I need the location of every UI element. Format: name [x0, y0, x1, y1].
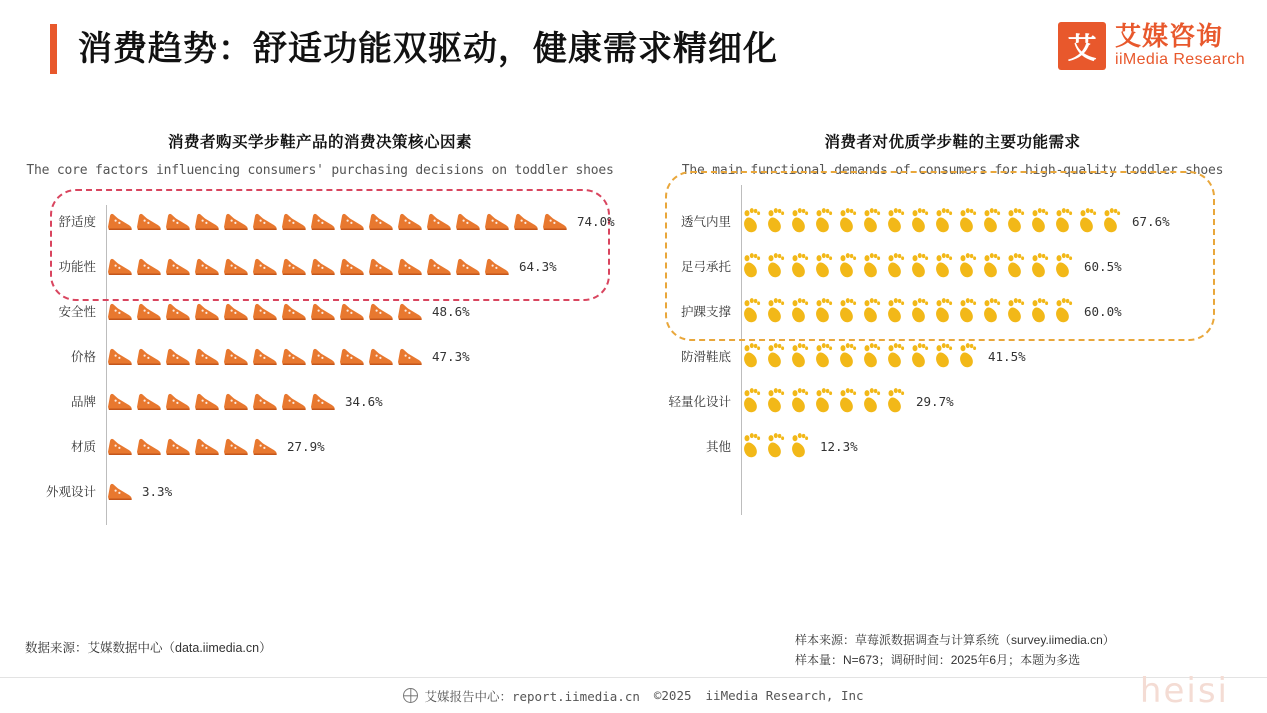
shoe-icon [483, 208, 511, 234]
right-source-line-1: 样本来源：草莓派数据调查与计算系统（survey.iimedia.cn） [795, 633, 1115, 647]
footprint-icon [957, 206, 980, 236]
footprint-icon [981, 296, 1004, 326]
shoe-icon [280, 343, 308, 369]
shoe-icon [193, 253, 221, 279]
shoe-icon [367, 298, 395, 324]
footprint-icon [741, 431, 764, 461]
shoe-icon [222, 433, 250, 459]
footprint-icon [885, 386, 908, 416]
footprint-icon [1029, 206, 1052, 236]
chart-row-label: 价格 [70, 350, 96, 364]
footprint-icon [957, 296, 980, 326]
footprint-icon [765, 206, 788, 236]
shoe-icon [222, 298, 250, 324]
chart-row [645, 289, 1260, 334]
shoe-icon [193, 298, 221, 324]
footprint-icon [765, 341, 788, 371]
footprint-icon [765, 431, 788, 461]
footer-company: iiMedia Research, Inc [705, 688, 864, 703]
shoe-icon [280, 388, 308, 414]
footprint-icon [861, 206, 884, 236]
chart-row-pictogram [741, 379, 909, 424]
chart-row-value: 67.6% [1132, 213, 1170, 229]
chart-row-value: 74.0% [577, 213, 615, 229]
right-source-line-2: 样本量：N=673；调研时间：2025年6月；本题为多选 [795, 653, 1081, 668]
chart-row-pictogram [106, 379, 338, 424]
footprint-icon [861, 341, 884, 371]
left-chart-body [10, 199, 630, 514]
chart-row [645, 199, 1260, 244]
footprint-icon [837, 386, 860, 416]
chart-row-value: 64.3% [519, 258, 557, 274]
footprint-icon [909, 206, 932, 236]
title-accent-bar [50, 24, 57, 74]
shoe-icon [280, 208, 308, 234]
footprint-icon [957, 341, 980, 371]
shoe-icon [135, 253, 163, 279]
shoe-icon [280, 253, 308, 279]
footprint-icon [789, 386, 812, 416]
footprint-icon [933, 296, 956, 326]
chart-row-label: 安全性 [58, 305, 96, 319]
logo-text [1114, 20, 1245, 69]
chart-row-label: 舒适度 [58, 215, 96, 229]
footprint-icon [885, 251, 908, 281]
shoe-icon [512, 208, 540, 234]
shoe-icon [193, 433, 221, 459]
shoe-icon [135, 208, 163, 234]
chart-row [10, 334, 630, 379]
footprint-icon [789, 251, 812, 281]
footprint-icon [813, 206, 836, 236]
shoe-icon [164, 433, 192, 459]
chart-row-label: 材质 [70, 440, 96, 454]
footprint-icon [741, 251, 764, 281]
chart-row-label: 护踝支撑 [680, 305, 731, 319]
footprint-icon [885, 296, 908, 326]
shoe-icon [454, 253, 482, 279]
footprint-icon [789, 206, 812, 236]
footprint-icon [837, 251, 860, 281]
logo-name-en: iiMedia Research [1114, 51, 1245, 69]
logo-name-cn: 艾媒咨询 [1114, 20, 1223, 51]
chart-row-label: 透气内里 [680, 215, 731, 229]
footprint-icon [981, 206, 1004, 236]
footprint-icon [1101, 206, 1124, 236]
footprint-icon [1077, 206, 1100, 236]
left-chart-title: 消费者购买学步鞋产品的消费决策核心因素 [167, 134, 472, 151]
shoe-icon [106, 208, 134, 234]
shoe-icon [425, 208, 453, 234]
shoe-icon [193, 388, 221, 414]
footprint-icon [837, 206, 860, 236]
footprint-icon [789, 431, 812, 461]
chart-row-pictogram [741, 199, 1125, 244]
shoe-icon [338, 343, 366, 369]
footprint-icon [741, 341, 764, 371]
footprint-icon [765, 296, 788, 326]
chart-row-pictogram [106, 334, 425, 379]
right-chart-subtitle: The main functional demands of consumers for high-quality toddler shoes [681, 163, 1224, 178]
page-footer [0, 677, 1267, 713]
shoe-icon [367, 253, 395, 279]
shoe-icon [367, 208, 395, 234]
shoe-icon [135, 388, 163, 414]
shoe-icon [309, 298, 337, 324]
footprint-icon [861, 386, 884, 416]
shoe-icon [106, 388, 134, 414]
footprint-icon [837, 341, 860, 371]
footer-brand [403, 687, 639, 705]
footprint-icon [813, 386, 836, 416]
footprint-icon [909, 251, 932, 281]
footprint-icon [909, 341, 932, 371]
page-title: 消费趋势：舒适功能双驱动，健康需求精细化 [78, 30, 778, 68]
chart-row [10, 424, 630, 469]
shoe-icon [106, 478, 134, 504]
globe-icon [403, 688, 418, 703]
chart-row [645, 244, 1260, 289]
footprint-icon [1053, 296, 1076, 326]
shoe-icon [309, 253, 337, 279]
shoe-icon [454, 208, 482, 234]
right-chart-body [645, 199, 1260, 469]
right-chart-panel [645, 130, 1260, 469]
right-chart-rows [645, 199, 1260, 469]
shoe-icon [338, 298, 366, 324]
watermark: heisi [1139, 671, 1229, 711]
chart-row-pictogram [741, 334, 981, 379]
chart-row-value: 41.5% [988, 348, 1026, 364]
shoe-icon [425, 253, 453, 279]
shoe-icon [222, 253, 250, 279]
shoe-icon [251, 343, 279, 369]
footprint-icon [933, 206, 956, 236]
footprint-icon [957, 251, 980, 281]
shoe-icon [396, 208, 424, 234]
shoe-icon [367, 343, 395, 369]
chart-row-label: 外观设计 [45, 485, 96, 499]
footprint-icon [837, 296, 860, 326]
chart-row-value: 60.0% [1084, 303, 1122, 319]
footprint-icon [933, 251, 956, 281]
chart-row [10, 289, 630, 334]
footprint-icon [1005, 251, 1028, 281]
shoe-icon [106, 253, 134, 279]
shoe-icon [251, 298, 279, 324]
chart-row [10, 469, 630, 514]
shoe-icon [164, 298, 192, 324]
footprint-icon [765, 251, 788, 281]
shoe-icon [483, 253, 511, 279]
footprint-icon [909, 296, 932, 326]
shoe-icon [251, 433, 279, 459]
chart-row-pictogram [106, 424, 280, 469]
chart-row-pictogram [106, 199, 570, 244]
shoe-icon [541, 208, 569, 234]
chart-row [10, 199, 630, 244]
shoe-icon [106, 298, 134, 324]
chart-row-label: 足弓承托 [680, 260, 731, 274]
chart-row-pictogram [106, 289, 425, 334]
shoe-icon [338, 208, 366, 234]
chart-row-label: 功能性 [58, 260, 96, 274]
shoe-icon [251, 208, 279, 234]
chart-row-pictogram [106, 469, 135, 514]
footprint-icon [1029, 296, 1052, 326]
shoe-icon [396, 298, 424, 324]
chart-row-value: 47.3% [432, 348, 470, 364]
shoe-icon [135, 298, 163, 324]
brand-logo [1058, 22, 1245, 70]
left-chart-rows [10, 199, 630, 514]
footprint-icon [1053, 206, 1076, 236]
left-source-note: 数据来源：艾媒数据中心（data.iimedia.cn） [25, 641, 272, 655]
shoe-icon [164, 343, 192, 369]
shoe-icon [280, 298, 308, 324]
footer-copyright: ©2025 [653, 688, 692, 703]
shoe-icon [222, 343, 250, 369]
footer-brand-label: 艾媒报告中心：report.iimedia.cn [424, 688, 640, 704]
left-chart-panel [10, 130, 630, 514]
chart-row-value: 27.9% [287, 438, 325, 454]
chart-row-pictogram [741, 424, 813, 469]
chart-row-pictogram [741, 244, 1077, 289]
chart-row-label: 品牌 [70, 395, 96, 409]
shoe-icon [338, 253, 366, 279]
shoe-icon [164, 208, 192, 234]
chart-row [10, 244, 630, 289]
shoe-icon [396, 253, 424, 279]
chart-row [645, 334, 1260, 379]
footprint-icon [741, 386, 764, 416]
shoe-icon [222, 208, 250, 234]
footprint-icon [813, 251, 836, 281]
right-chart-title: 消费者对优质学步鞋的主要功能需求 [824, 134, 1081, 151]
chart-row [10, 379, 630, 424]
chart-row-value: 48.6% [432, 303, 470, 319]
footprint-icon [741, 296, 764, 326]
footprint-icon [789, 341, 812, 371]
footprint-icon [789, 296, 812, 326]
shoe-icon [164, 253, 192, 279]
chart-row-pictogram [741, 289, 1077, 334]
footprint-icon [813, 296, 836, 326]
chart-row-value: 60.5% [1084, 258, 1122, 274]
page-header [0, 0, 1267, 100]
chart-row-value: 3.3% [142, 483, 173, 499]
footprint-icon [885, 206, 908, 236]
footprint-icon [741, 206, 764, 236]
shoe-icon [193, 208, 221, 234]
shoe-icon [309, 388, 337, 414]
footprint-icon [933, 341, 956, 371]
footprint-icon [1005, 296, 1028, 326]
shoe-icon [251, 388, 279, 414]
shoe-icon [135, 433, 163, 459]
shoe-icon [396, 343, 424, 369]
shoe-icon [164, 388, 192, 414]
footprint-icon [885, 341, 908, 371]
shoe-icon [135, 343, 163, 369]
chart-row [645, 379, 1260, 424]
chart-row-value: 29.7% [916, 393, 954, 409]
footprint-icon [981, 251, 1004, 281]
footprint-icon [1005, 206, 1028, 236]
footprint-icon [861, 296, 884, 326]
shoe-icon [222, 388, 250, 414]
footprint-icon [861, 251, 884, 281]
shoe-icon [309, 343, 337, 369]
footprint-icon [813, 341, 836, 371]
footprint-icon [1053, 251, 1076, 281]
logo-mark-icon: 艾 [1058, 22, 1106, 70]
left-chart-subtitle: The core factors influencing consumers' purchasing decisions on toddler shoes [26, 163, 614, 178]
chart-row-label: 其他 [705, 440, 731, 454]
shoe-icon [251, 253, 279, 279]
chart-row [645, 424, 1260, 469]
chart-row-value: 12.3% [820, 438, 858, 454]
shoe-icon [193, 343, 221, 369]
right-source-note [795, 630, 1115, 671]
chart-row-label: 轻量化设计 [668, 395, 731, 409]
shoe-icon [106, 343, 134, 369]
chart-row-pictogram [106, 244, 512, 289]
chart-row-label: 防滑鞋底 [680, 350, 731, 364]
footprint-icon [1029, 251, 1052, 281]
footprint-icon [765, 386, 788, 416]
chart-row-value: 34.6% [345, 393, 383, 409]
shoe-icon [106, 433, 134, 459]
shoe-icon [309, 208, 337, 234]
